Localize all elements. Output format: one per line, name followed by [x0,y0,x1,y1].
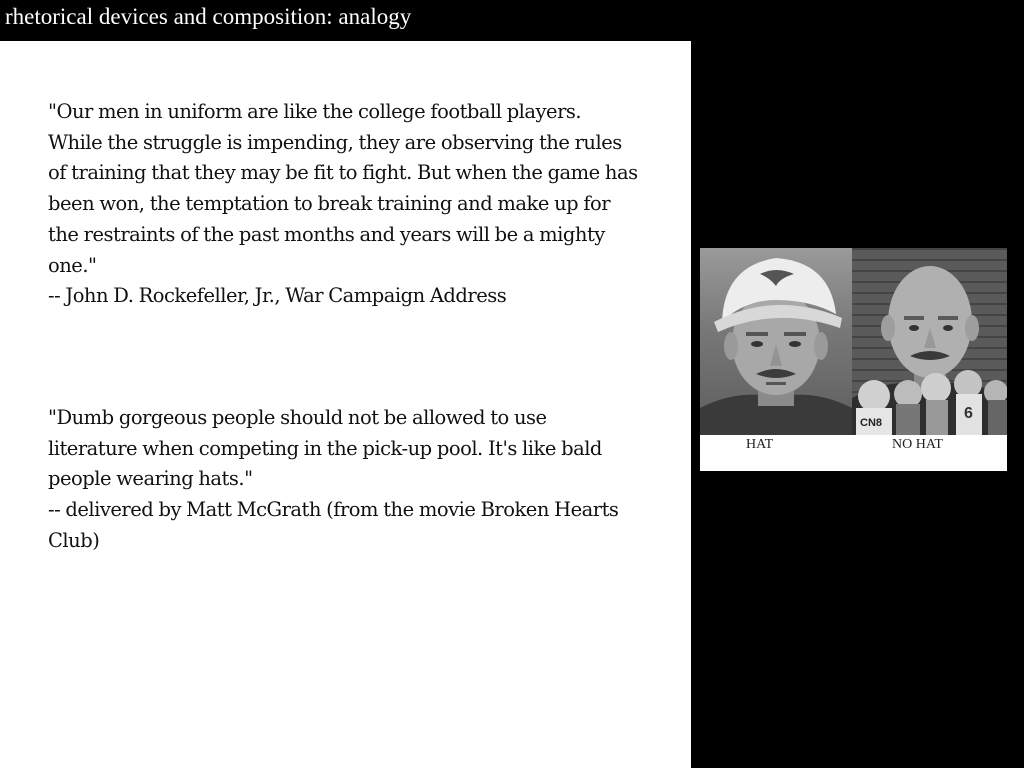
man-without-hat-illustration [852,248,1007,435]
slide-title: rhetorical devices and composition: analogy [5,4,412,29]
quote-attribution: -- delivered by Matt McGrath (from the movie Broken Hearts Club) [48,498,619,552]
man-with-hat-illustration [700,248,852,435]
photo-man-with-hat [700,248,852,435]
quote-mcgrath [48,403,638,557]
quote-text: "Our men in uniform are like the college football players. While the struggle is impending, they are observing the rules of training that they may be fit to fight. But when the game has been won, the temptation to break training and make up for the restraints of the past months and years will be a mighty one." [48,100,638,277]
photo-man-without-hat [852,248,1007,435]
quote-rockefeller [48,97,638,312]
label-no-hat: NO HAT [892,437,943,452]
title-bar [0,0,1024,41]
hat-comparison-photo [700,248,1007,471]
mic-logo-cn8: CN8 [860,417,883,429]
mic-logo-6: 6 [964,405,973,422]
content-panel [0,41,691,768]
quote-text: "Dumb gorgeous people should not be allowed to use literature when competing in the pick-up pool. It's like bald people wearing hats." [48,406,602,491]
quote-attribution: -- John D. Rockefeller, Jr., War Campaign Address [48,284,507,308]
label-hat: HAT [746,437,774,452]
